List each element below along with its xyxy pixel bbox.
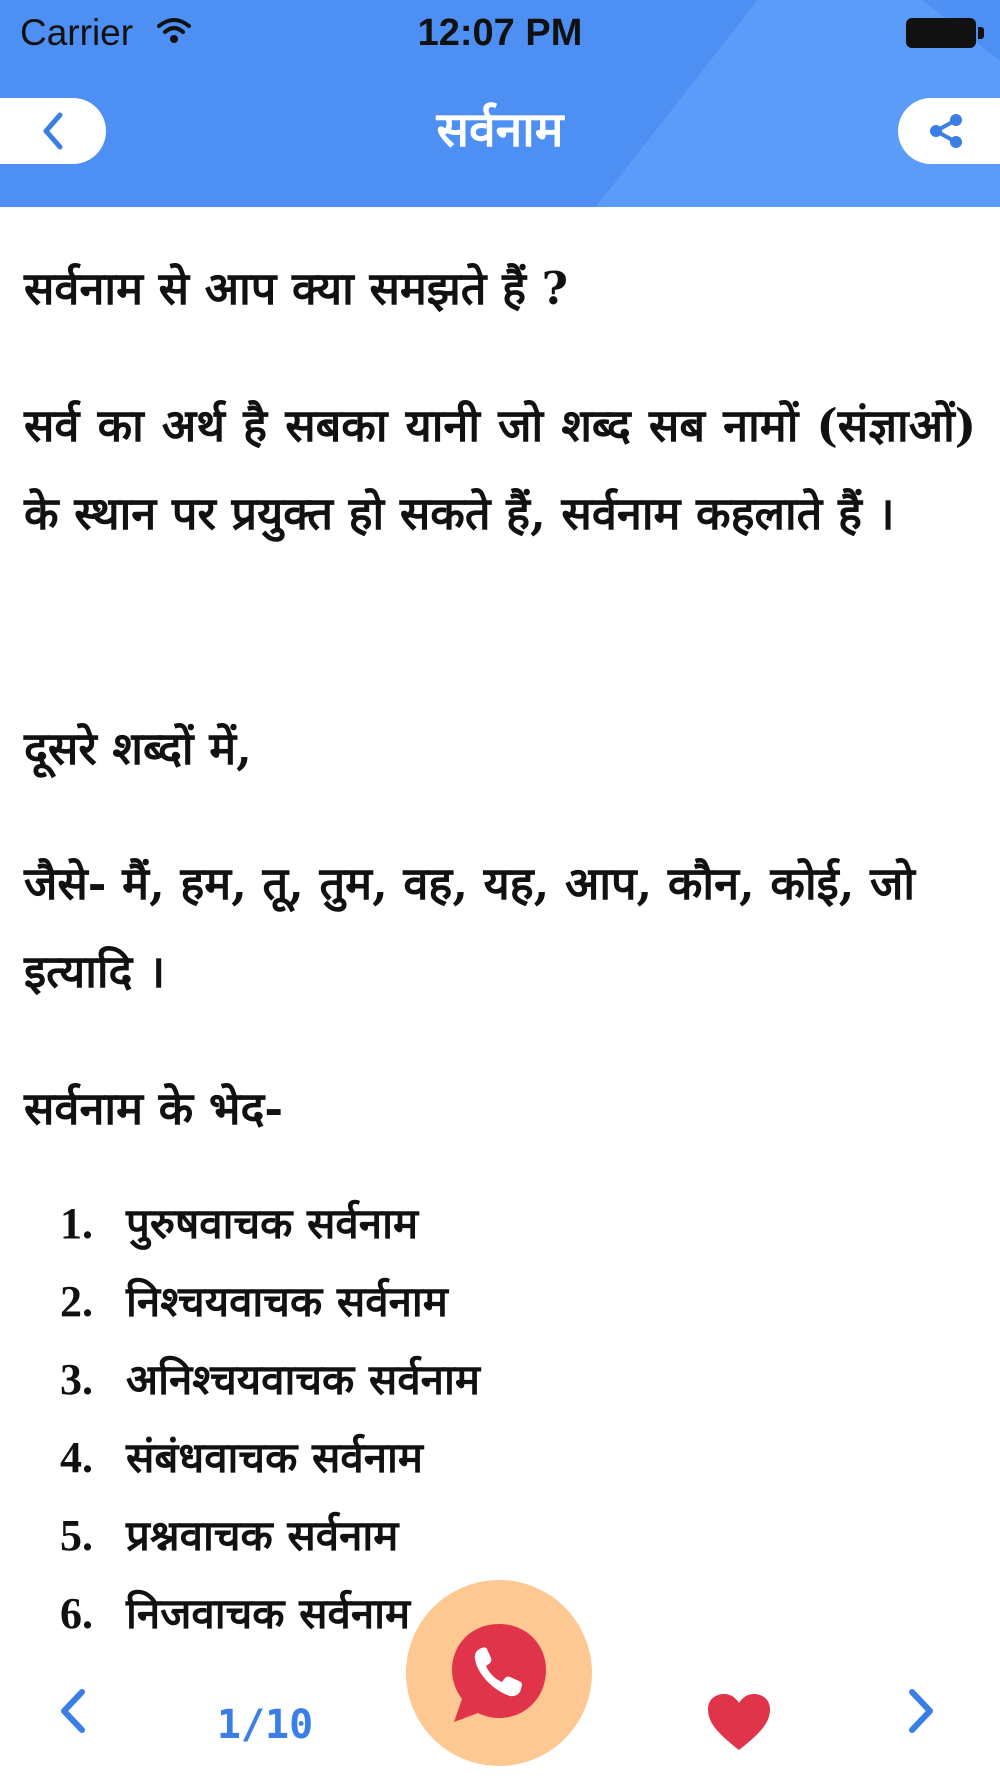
list-item-number: 6. xyxy=(60,1589,93,1638)
chevron-left-icon xyxy=(56,1688,88,1734)
lesson-examples: जैसे- मैं, हम, तू, तुम, वह, यह, आप, कौन, कोई, जो इत्यादि । xyxy=(24,857,916,998)
list-item xyxy=(60,1419,480,1497)
list-item-number: 5. xyxy=(60,1511,93,1560)
list-item-label: पुरुषवाचक सर्वनाम xyxy=(126,1199,419,1248)
list-item-label: प्रश्नवाचक सर्वनाम xyxy=(126,1511,399,1560)
share-icon xyxy=(928,112,964,150)
list-item xyxy=(60,1497,480,1575)
list-item-number: 1. xyxy=(60,1199,93,1248)
list-item-number: 4. xyxy=(60,1433,93,1482)
list-item xyxy=(60,1341,480,1419)
list-item-label: निश्चयवाचक सर्वनाम xyxy=(126,1277,448,1326)
list-item xyxy=(60,1185,480,1263)
whatsapp-icon xyxy=(444,1618,554,1728)
carrier-label: Carrier xyxy=(20,12,134,53)
list-item-label: संबंधवाचक सर्वनाम xyxy=(126,1433,424,1482)
lesson-definition: सर्व का अर्थ है सबका यानी जो शब्द सब नामों (संज्ञाओं) के स्थान पर प्रयुक्त हो सकते हैं, सर्वनाम कहलाते हैं । xyxy=(24,399,976,540)
favorite-button[interactable] xyxy=(706,1692,772,1756)
battery-tip xyxy=(978,27,984,39)
next-page-button[interactable] xyxy=(906,1688,938,1738)
page-title: सर्वनाम xyxy=(436,102,564,158)
list-item-label: अनिश्चयवाचक सर्वनाम xyxy=(126,1355,480,1404)
whatsapp-share-button[interactable] xyxy=(406,1580,592,1766)
types-heading: सर्वनाम के भेद- xyxy=(24,1082,284,1135)
status-bar xyxy=(0,0,1000,66)
list-item xyxy=(60,1263,480,1341)
heart-icon xyxy=(706,1692,772,1752)
list-item-number: 2. xyxy=(60,1277,93,1326)
list-item-label: निजवाचक सर्वनाम xyxy=(126,1589,411,1638)
lesson-other-words: दूसरे शब्दों में, xyxy=(24,722,252,775)
pronoun-types-list xyxy=(60,1185,480,1653)
navigation-header xyxy=(0,0,1000,207)
status-time: 12:07 PM xyxy=(417,12,583,54)
chevron-right-icon xyxy=(906,1688,938,1734)
battery-icon xyxy=(906,18,976,48)
previous-page-button[interactable] xyxy=(56,1688,88,1738)
list-item-number: 3. xyxy=(60,1355,93,1404)
page-indicator: 1/10 xyxy=(216,1702,314,1748)
share-button[interactable] xyxy=(898,98,1000,164)
lesson-question: सर्वनाम से आप क्या समझते हैं ? xyxy=(24,262,569,315)
